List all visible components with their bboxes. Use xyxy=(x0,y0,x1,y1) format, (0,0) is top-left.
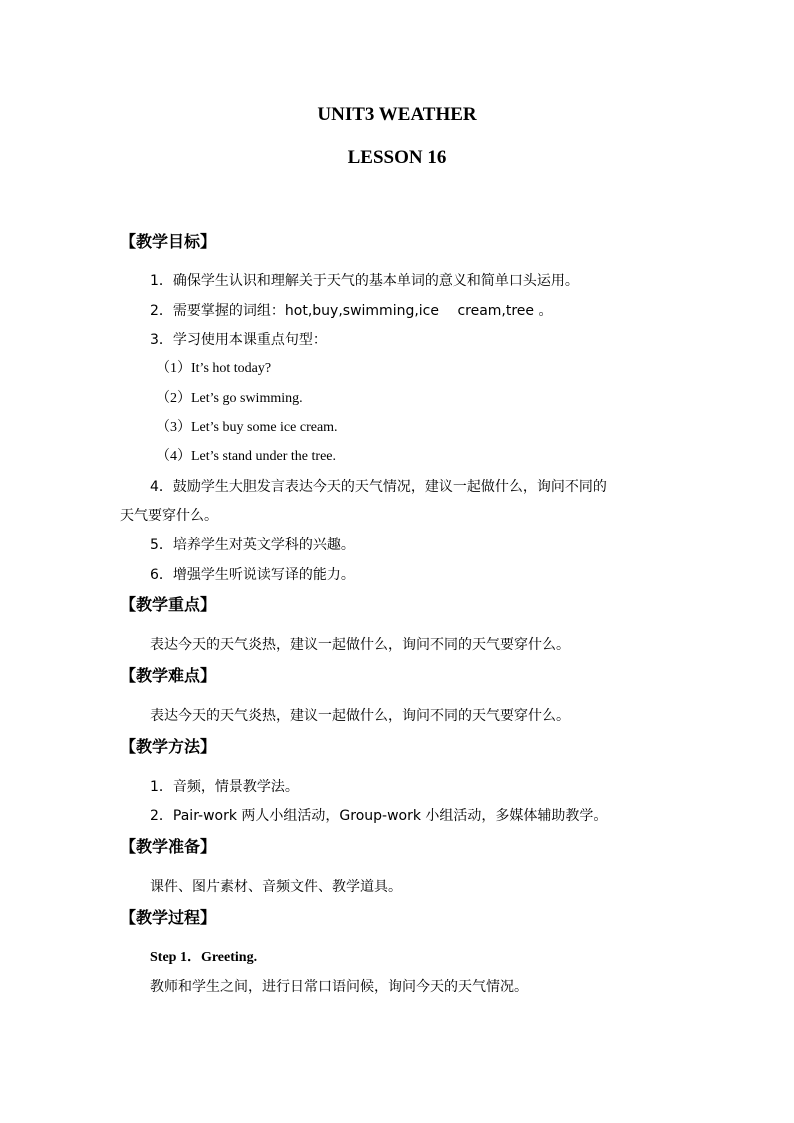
sentence-pattern: （2）Let’s go swimming. xyxy=(156,391,303,406)
key-points-text: 表达今天的天气炎热，建议一起做什么，询问不同的天气要穿什么。 xyxy=(150,637,570,653)
difficulties-text: 表达今天的天气炎热，建议一起做什么，询问不同的天气要穿什么。 xyxy=(150,708,570,724)
objective-item: 3．学习使用本课重点句型： xyxy=(150,332,327,348)
method-item: 2．Pair-work 两人小组活动，Group-work 小组活动，多媒体辅助教学。 xyxy=(150,808,608,824)
sentence-pattern: （1）It’s hot today? xyxy=(156,361,272,376)
preparation-heading: 【教学准备】 xyxy=(120,837,217,856)
difficulties-heading: 【教学难点】 xyxy=(120,666,217,685)
objective-item: 2．需要掌握的词组：hot,buy,swimming,ice cream,tree 。 xyxy=(150,303,553,319)
objectives-heading: 【教学目标】 xyxy=(120,232,217,251)
sentence-pattern: （3）Let’s buy some ice cream. xyxy=(156,420,338,435)
process-heading: 【教学过程】 xyxy=(120,908,217,927)
lesson-title: LESSON 16 xyxy=(347,147,447,168)
method-item: 1．音频，情景教学法。 xyxy=(150,779,299,795)
step-title: Step 1．Greeting. xyxy=(150,950,258,965)
sentence-pattern: （4）Let’s stand under the tree. xyxy=(156,449,337,464)
preparation-text: 课件、图片素材、音频文件、教学道具。 xyxy=(150,879,402,895)
key-points-heading: 【教学重点】 xyxy=(120,595,217,614)
step-text: 教师和学生之间，进行日常口语问候，询问今天的天气情况。 xyxy=(150,979,528,995)
objective-item: 4．鼓励学生大胆发言表达今天的天气情况，建议一起做什么，询问不同的 xyxy=(150,479,607,495)
methods-heading: 【教学方法】 xyxy=(120,737,217,756)
objective-item: 1．确保学生认识和理解关于天气的基本单词的意义和简单口头运用。 xyxy=(150,273,579,289)
document-title: UNIT3 WEATHER xyxy=(317,104,477,125)
objective-item: 6．增强学生听说读写译的能力。 xyxy=(150,567,355,583)
objective-item: 5．培养学生对英文学科的兴趣。 xyxy=(150,537,355,553)
objective-item-continued: 天气要穿什么。 xyxy=(120,508,218,524)
